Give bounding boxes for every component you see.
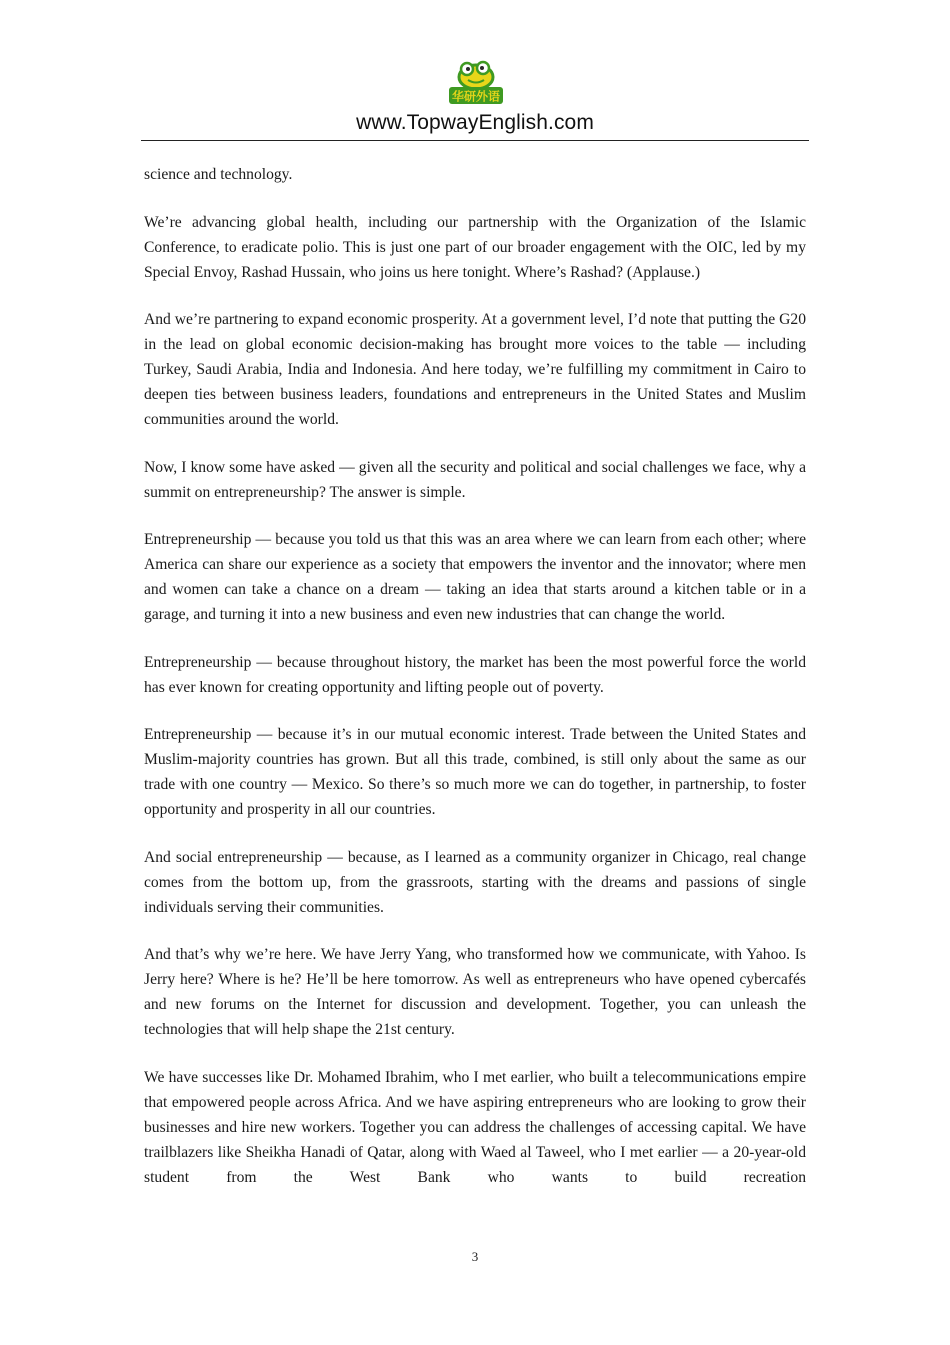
page-number: 3 (471, 1249, 479, 1264)
topway-logo (446, 60, 506, 106)
paragraph: Entrepreneurship — because it’s in our mutual economic interest. Trade between the United States and Muslim-majority countries has grown. But all this trade, combined, is still only about the same as our trade with one country — Mexico. So there’s so much more we can do together, in partnership, to foster opportunity and prosperity in all our countries. (144, 726, 806, 818)
paragraph: We’re advancing global health, including our partnership with the Organization of the Islamic Conference, to eradicate polio. This is just one part of our broader engagement with the OIC, led by my Special Envoy, Rashad Hussain, who joins us here tonight. Where’s Rashad? (Applause.) (144, 213, 806, 281)
paragraph: And that’s why we’re here. We have Jerry Yang, who transformed how we communicate, with Yahoo. Is Jerry here? Where is he? He’ll be here tomorrow. As well as entrepreneurs who have opened cybercafés and new forums on the Internet for discussion and development. Together, you can unleash the technologies that will help shape the 21st century. (144, 946, 806, 1038)
paragraph: Entrepreneurship — because you told us that this was an area where we can learn from each other; where America can share our experience as a society that empowers the inventor and the innovator; where men and women can take a chance on a dream — taking an idea that starts around a kitchen table or in a garage, and turning it into a new business and even new industries that can change the world. (144, 531, 806, 623)
paragraph: And we’re partnering to expand economic prosperity. At a government level, I’d note that putting the G20 in the lead on global economic decision-making has brought more voices to the table — including Turkey, Saudi Arabia, India and Indonesia. And here today, we’re fulfilling my commitment in Cairo to deepen ties between business leaders, foundations and entrepreneurs in the United States and Muslim communities around the world. (144, 311, 806, 428)
paragraph: Now, I know some have asked — given all the security and political and social challenges we face, why a summit on entrepreneurship? The answer is simple. (144, 458, 806, 501)
page-header (141, 60, 809, 142)
header-divider (141, 140, 809, 141)
paragraph: Entrepreneurship — because throughout history, the market has been the most powerful force the world has ever known for creating opportunity and lifting people out of poverty. (144, 653, 806, 696)
document-body (144, 162, 806, 1190)
paragraph: We have successes like Dr. Mohamed Ibrahim, who I met earlier, who built a telecommunications empire that empowered people across Africa. And we have aspiring entrepreneurs who are looking to grow their businesses and hire new workers. Together you can address the challenges of accessing capital. We have trailblazers like Sheikha Hanadi of Qatar, along with Waed al Taweel, who I met earlier — a 20-year-old student from the West Bank who wants to build recreation (144, 1068, 806, 1186)
site-url: www.TopwayEnglish.com (356, 111, 594, 134)
paragraph: And social entrepreneurship — because, as I learned as a community organizer in Chicago, real change comes from the bottom up, from the grassroots, starting with the dreams and passions of single individuals serving their communities. (144, 848, 806, 916)
paragraph: science and technology. (144, 166, 293, 183)
logo-text: 华研外语 (451, 89, 501, 104)
